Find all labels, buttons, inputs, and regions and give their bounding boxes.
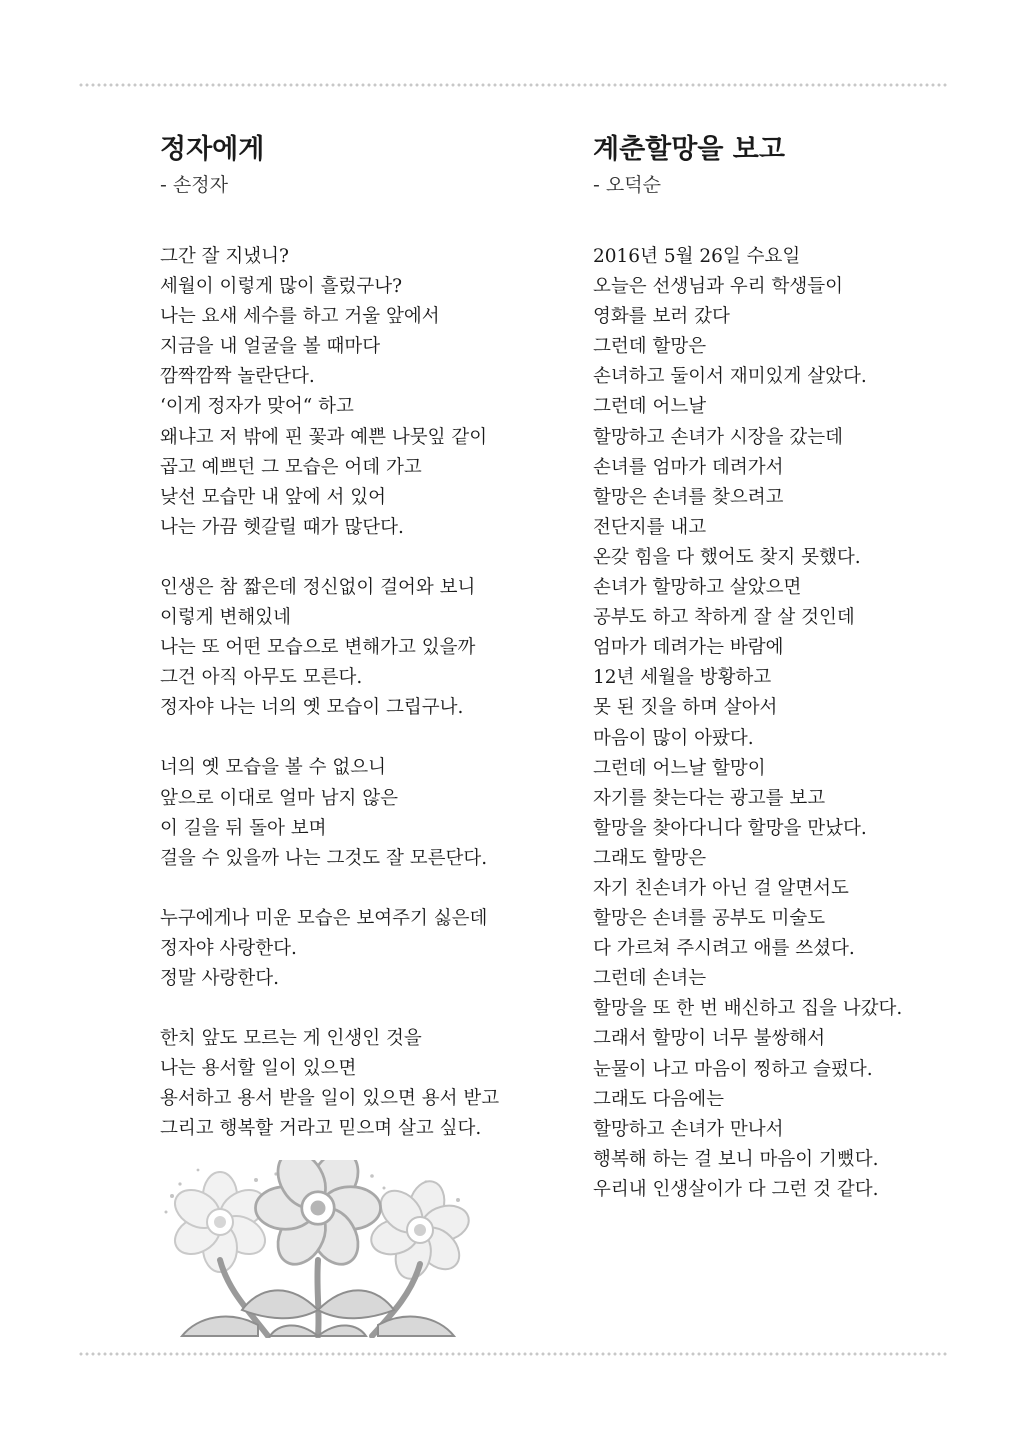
poem-author: - 손정자 [160, 174, 228, 196]
poem-line: 그래서 할망이 너무 불쌍해서 [593, 1028, 826, 1050]
stanza [593, 242, 963, 1205]
poem-line: 12년 세월을 방황하고 [593, 667, 772, 689]
poem-line: 손녀하고 둘이서 재미있게 살았다. [593, 366, 867, 388]
poem-line: 할망은 손녀를 찾으려고 [593, 486, 784, 508]
poem-line: 행복해 하는 걸 보니 마음이 기뻤다. [593, 1148, 879, 1170]
poem-line: 엄마가 데려가는 바람에 [593, 637, 784, 659]
poem-line: 그래도 할망은 [593, 847, 707, 869]
poem-line: 정자야 나는 너의 옛 모습이 그립구나. [160, 697, 464, 719]
poem-line: 누구에게나 미운 모습은 보여주기 싫은데 [160, 907, 488, 929]
poem-left [160, 130, 560, 1174]
poem-line: ‘이게 정자가 맞어“ 하고 [160, 396, 354, 418]
poem-line: 그런데 손녀는 [593, 968, 707, 990]
stanza [160, 573, 560, 723]
poem-line: 영화를 보러 갔다 [593, 306, 730, 328]
poem-line: 손녀가 할망하고 살았으면 [593, 577, 802, 599]
poem-line: 그리고 행복할 거라고 믿으며 살고 싶다. [160, 1118, 482, 1140]
poem-line: 용서하고 용서 받을 일이 있으면 용서 받고 [160, 1088, 500, 1110]
poem-line: 나는 또 어떤 모습으로 변해가고 있을까 [160, 637, 476, 659]
poem-line: 그런데 어느날 할망이 [593, 757, 766, 779]
poem-line: 2016년 5월 26일 수요일 [593, 246, 801, 267]
poem-line: 그래도 다음에는 [593, 1088, 724, 1110]
top-dotted-divider [78, 83, 948, 87]
poem-line: 공부도 하고 착하게 잘 살 것인데 [593, 607, 855, 629]
poem-line: 나는 가끔 헷갈릴 때가 많단다. [160, 516, 404, 538]
poem-line: 앞으로 이대로 얼마 남지 않은 [160, 787, 398, 809]
poem-line: 낮선 모습만 내 앞에 서 있어 [160, 486, 386, 508]
poem-line: 손녀를 엄마가 데려가서 [593, 456, 784, 478]
poem-line: 전단지를 내고 [593, 516, 707, 538]
stanza [160, 753, 560, 873]
poem-line: 이 길을 뒤 돌아 보며 [160, 817, 327, 839]
stanza [160, 242, 560, 543]
poem-line: 나는 요새 세수를 하고 거울 앞에서 [160, 306, 440, 328]
poem-line: 할망하고 손녀가 시장을 갔는데 [593, 426, 843, 448]
poem-line: 못 된 짓을 하며 살아서 [593, 697, 778, 719]
poem-line: 할망을 또 한 번 배신하고 집을 나갔다. [593, 998, 903, 1020]
poem-body [160, 242, 560, 1144]
poem-line: 자기 친손녀가 아닌 걸 알면서도 [593, 877, 849, 899]
poem-line: 온갖 힘을 다 했어도 찾지 못했다. [593, 546, 861, 568]
poem-line: 할망을 찾아다니다 할망을 만났다. [593, 817, 867, 839]
poem-line: 할망하고 손녀가 만나서 [593, 1118, 784, 1140]
poem-line: 너의 옛 모습을 볼 수 없으니 [160, 757, 386, 779]
poem-line: 할망은 손녀를 공부도 미술도 [593, 908, 826, 930]
poem-line: 그런데 어느날 [593, 396, 707, 418]
poem-line: 걸을 수 있을까 나는 그것도 잘 모른단다. [160, 847, 488, 869]
poem-line: 우리내 인생살이가 다 그런 것 같다. [593, 1178, 879, 1200]
poem-line: 그런데 할망은 [593, 336, 707, 358]
poem-line: 세월이 이렇게 많이 흘렀구나? [160, 276, 403, 298]
poem-title: 계춘할망을 보고 [593, 134, 785, 165]
bottom-dotted-divider [78, 1352, 948, 1356]
poem-line: 다 가르쳐 주시려고 애를 쓰셨다. [593, 938, 855, 960]
poem-line: 그간 잘 지냈니? [160, 246, 289, 267]
poem-line: 마음이 많이 아팠다. [593, 727, 754, 749]
poem-body [593, 242, 963, 1205]
poem-author: - 오덕순 [593, 174, 661, 196]
poem-line: 오늘은 선생님과 우리 학생들이 [593, 276, 843, 298]
flower-illustration [158, 1160, 478, 1338]
poem-line: 인생은 참 짧은데 정신없이 걸어와 보니 [160, 576, 476, 598]
poem-line: 그건 아직 아무도 모른다. [160, 667, 363, 689]
poem-line: 이렇게 변해있네 [160, 607, 291, 629]
poem-line: 눈물이 나고 마음이 찡하고 슬펐다. [593, 1058, 873, 1080]
stanza [160, 1024, 560, 1144]
poem-line: 깜짝깜짝 놀란단다. [160, 366, 315, 388]
poem-line: 정말 사랑한다. [160, 967, 279, 989]
poem-line: 나는 용서할 일이 있으면 [160, 1058, 357, 1080]
poem-line: 한치 앞도 모르는 게 인생인 것을 [160, 1028, 422, 1050]
poem-line: 지금을 내 얼굴을 볼 때마다 [160, 336, 381, 358]
poem-line: 왜냐고 저 밖에 핀 꽃과 예쁜 나뭇잎 같이 [160, 426, 488, 448]
poem-line: 곱고 예쁘던 그 모습은 어데 가고 [160, 456, 422, 478]
poem-line: 자기를 찾는다는 광고를 보고 [593, 787, 826, 809]
poem-right [593, 130, 963, 1235]
stanza [160, 904, 560, 994]
poem-line: 정자야 사랑한다. [160, 937, 297, 959]
poem-title: 정자에게 [160, 134, 265, 165]
